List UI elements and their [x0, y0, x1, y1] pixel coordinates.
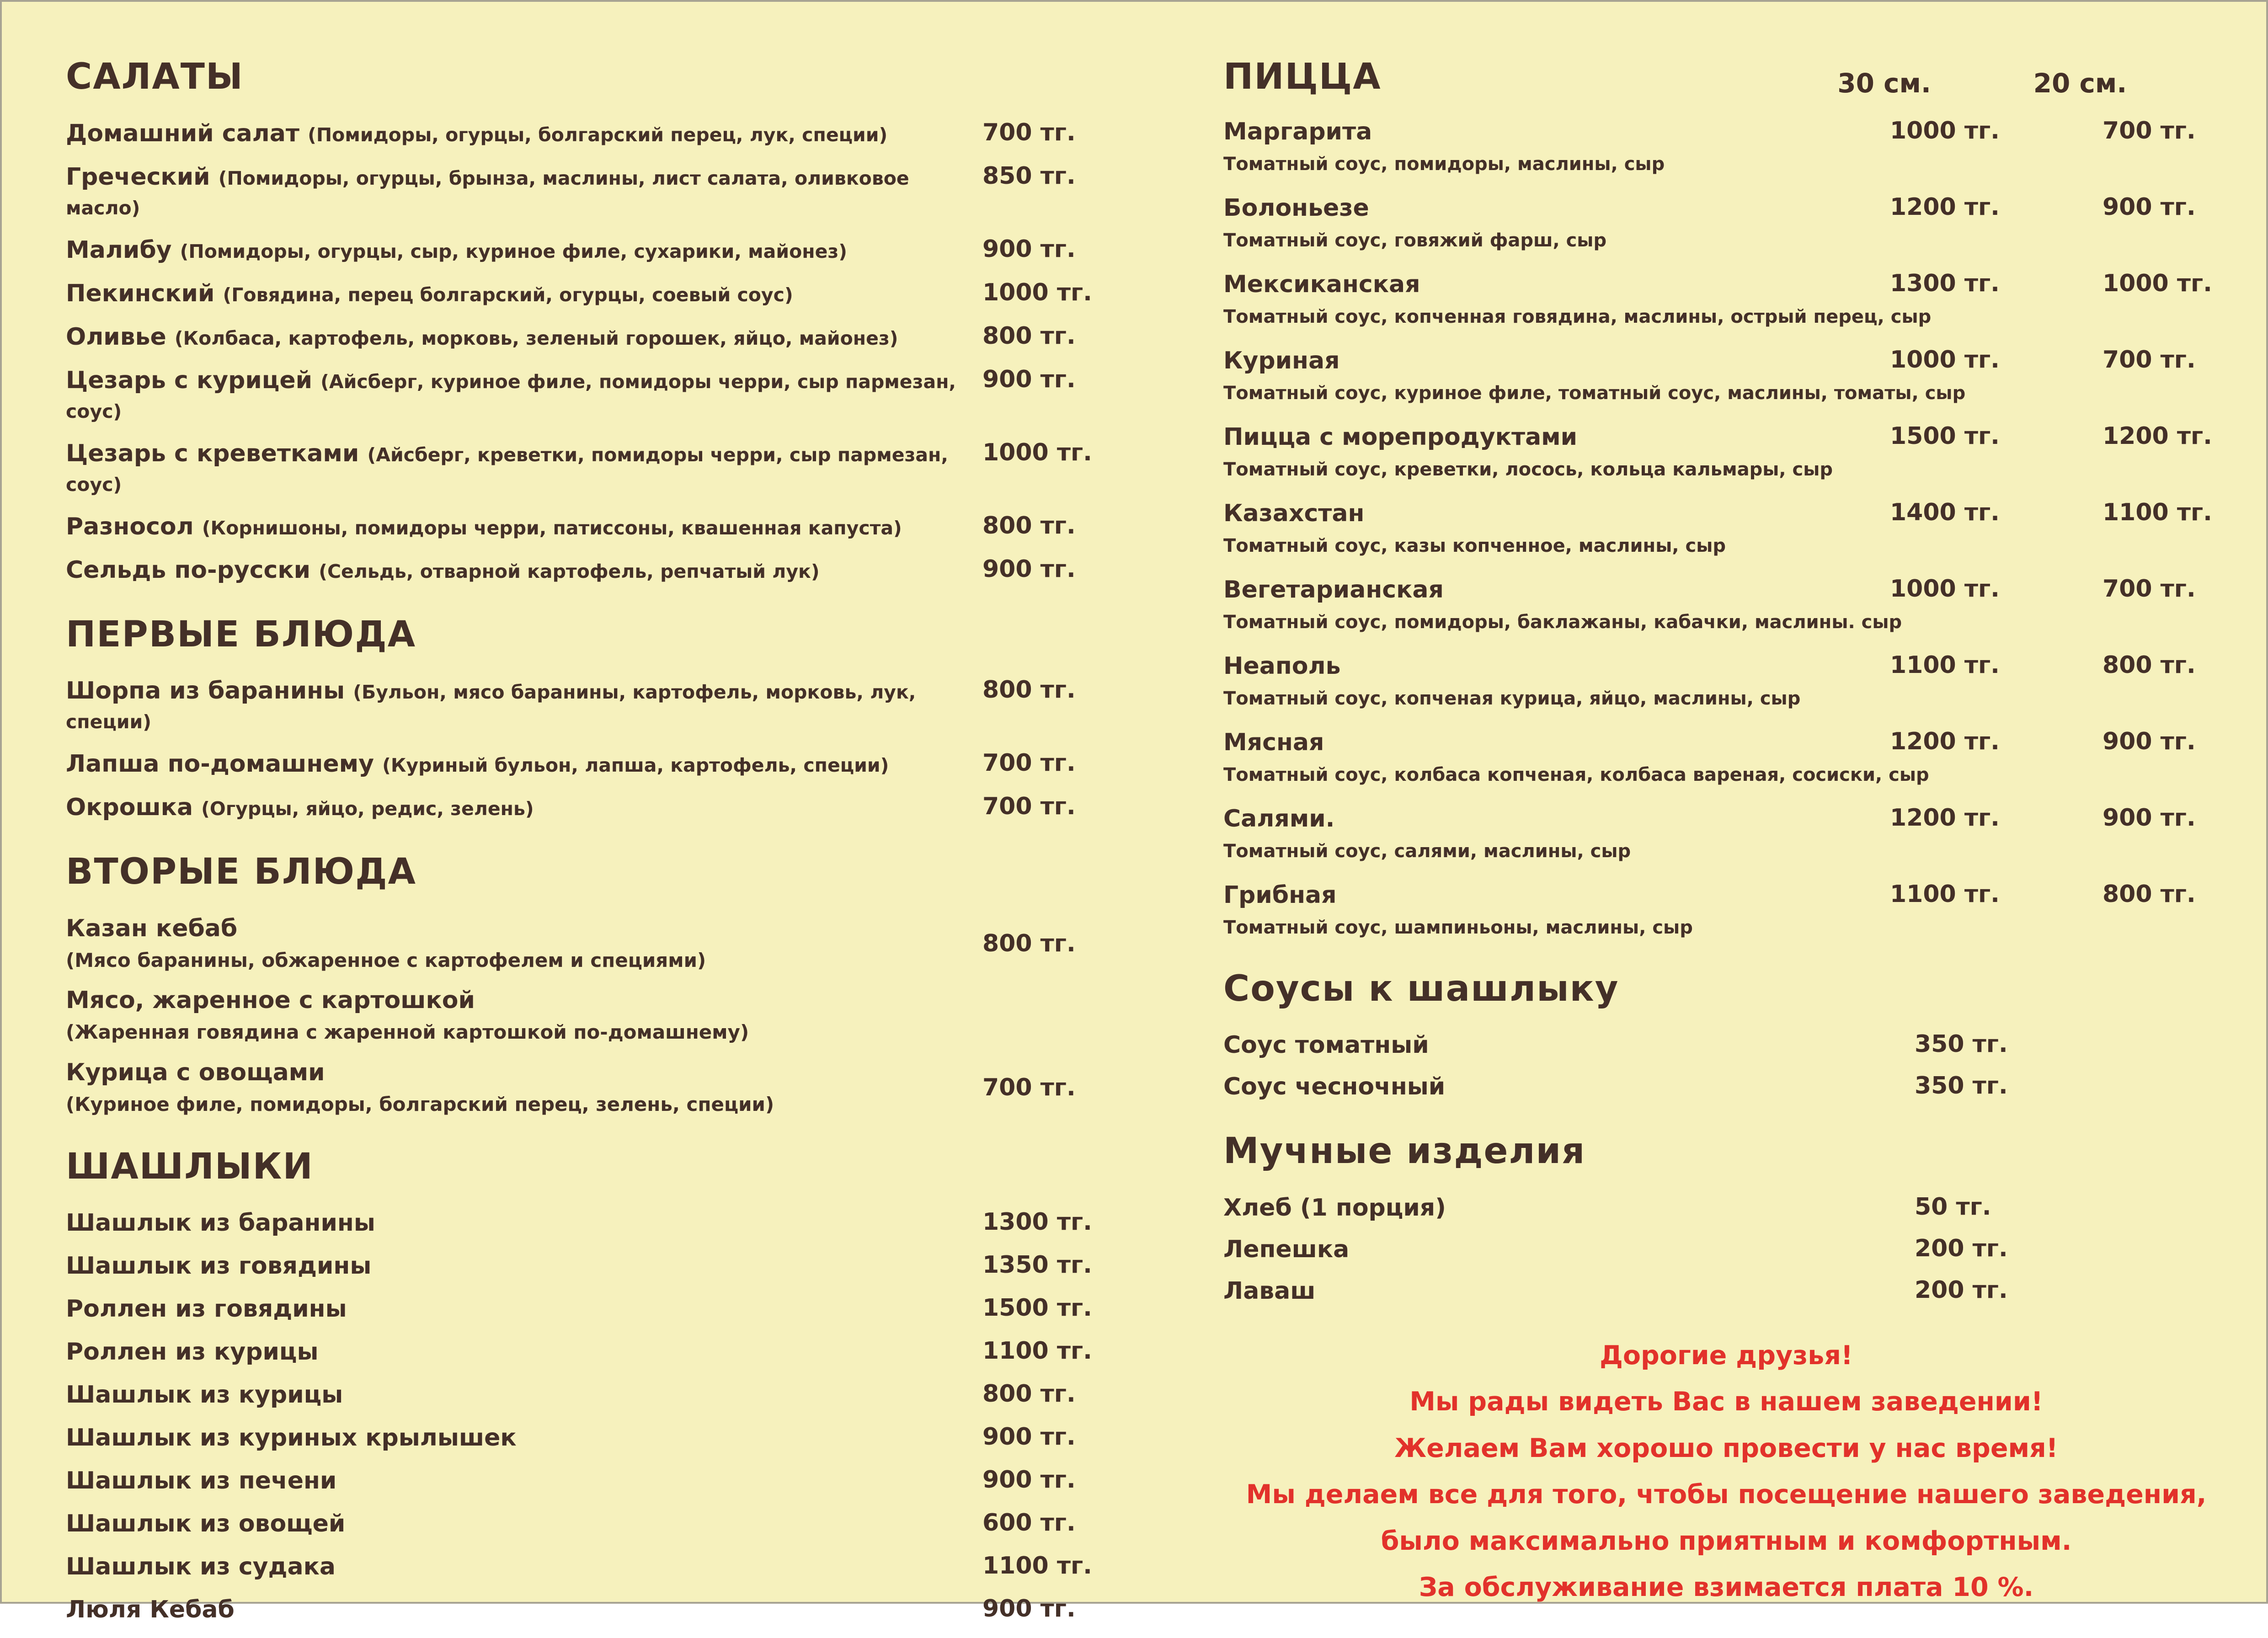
pizza-list	[1223, 117, 2229, 939]
item-text	[66, 676, 982, 736]
item-description: Томатный соус, копченая курица, яйцо, маслины, сыр	[1223, 688, 1801, 709]
item-price-20cm: 900 тг.	[2103, 193, 2196, 221]
item-name: Куриная	[1223, 347, 1340, 374]
item-name: Мексиканская	[1223, 270, 1420, 298]
section-title-second-courses: ВТОРЫЕ БЛЮДА	[66, 851, 417, 893]
sauces-section	[1223, 968, 2229, 1102]
item-name: Грибная	[1223, 881, 1337, 909]
item-price: 900 тг.	[982, 235, 1076, 263]
item-name: Курица с овощами	[66, 1058, 325, 1086]
menu-item-row	[66, 1337, 1117, 1367]
menu-item-row	[1223, 1276, 2229, 1306]
menu-item-row	[66, 1595, 1117, 1625]
item-description: (Помидоры, огурцы, брынза, маслины, лист салата, оливковое масло)	[66, 167, 909, 219]
menu-item-row	[66, 279, 1117, 309]
right-column	[1223, 56, 2229, 1611]
item-description: Томатный соус, шампиньоны, маслины, сыр	[1223, 917, 1693, 938]
item-price-30cm: 1100 тг.	[1890, 880, 2000, 908]
item-name: Шашлык из куриных крылышек	[66, 1424, 517, 1452]
item-description: (Помидоры, огурцы, болгарский перец, лук, специи)	[308, 123, 888, 146]
item-price: 700 тг.	[982, 749, 1076, 777]
flour-list	[1223, 1193, 2229, 1306]
second-courses-list	[66, 914, 1117, 1117]
item-name: Цезарь с креветками	[66, 439, 359, 467]
item-text	[66, 119, 982, 149]
item-description: (Помидоры, огурцы, сыр, куриное филе, сухарики, майонез)	[180, 240, 847, 262]
item-price-30cm: 1500 тг.	[1890, 422, 2000, 450]
item-price: 600 тг.	[982, 1509, 1076, 1537]
item-price: 350 тг.	[1915, 1072, 2008, 1100]
note-line: было максимально приятным и комфортным.	[1381, 1526, 2072, 1556]
item-name: Маргарита	[1223, 117, 1372, 145]
salads-section	[66, 56, 1117, 585]
item-description: Томатный соус, креветки, лосось, кольца кальмары, сыр	[1223, 459, 1833, 480]
item-name: Пицца с морепродуктами	[1223, 423, 1578, 451]
menu-item-row	[66, 1251, 1117, 1281]
item-name: Вегетарианская	[1223, 576, 1444, 603]
menu-item-row	[66, 1509, 1117, 1539]
pizza-item	[1223, 651, 2229, 710]
item-description: (Колбаса, картофель, морковь, зеленый горошек, яйцо, майонез)	[174, 327, 898, 349]
section-title-sauces: Соусы к шашлыку	[1223, 968, 1619, 1009]
item-name: Казан кебаб	[66, 914, 238, 942]
item-text	[66, 793, 982, 822]
item-name: Лапша по-домашнему	[66, 750, 374, 778]
note-line: Мы рады видеть Вас в нашем заведении!	[1409, 1387, 2043, 1417]
menu-item-block	[66, 1058, 1117, 1117]
item-description: Томатный соус, салями, маслины, сыр	[1223, 840, 1631, 862]
item-price: 800 тг.	[982, 1380, 1076, 1408]
menu-item-row	[66, 1423, 1117, 1453]
item-price: 50 тг.	[1915, 1193, 1991, 1221]
item-name: Домашний салат	[66, 119, 299, 147]
item-name: Мясная	[1223, 728, 1324, 756]
item-description: Томатный соус, куриное филе, томатный соус, маслины, томаты, сыр	[1223, 382, 1966, 404]
pizza-item	[1223, 804, 2229, 863]
item-price: 700 тг.	[982, 793, 1076, 821]
item-name: Казахстан	[1223, 499, 1365, 527]
item-price-20cm: 900 тг.	[2103, 727, 2196, 755]
item-text	[66, 439, 982, 498]
menu-item-row	[66, 1208, 1117, 1238]
menu-item-row	[66, 512, 1117, 542]
item-price-20cm: 900 тг.	[2103, 804, 2196, 832]
item-price: 1500 тг.	[982, 1294, 1092, 1322]
item-name: Лепешка	[1223, 1235, 1350, 1263]
item-description: (Бульон, мясо баранины, картофель, морковь, лук, специи)	[66, 681, 916, 733]
menu-item-row	[66, 322, 1117, 352]
item-name: Соус чесночный	[1223, 1073, 1446, 1101]
item-price-20cm: 700 тг.	[2103, 346, 2196, 373]
first-courses-section	[66, 614, 1117, 823]
pizza-item	[1223, 270, 2229, 329]
item-price: 900 тг.	[982, 365, 1076, 393]
item-name: Неаполь	[1223, 652, 1341, 680]
menu-item-row	[66, 793, 1117, 822]
section-title-shashlik: ШАШЛЫКИ	[66, 1146, 314, 1187]
menu-item-row	[66, 1380, 1117, 1410]
menu-item-row	[1223, 1193, 2229, 1223]
pizza-item-top	[1223, 422, 2229, 452]
flour-section	[1223, 1130, 2229, 1306]
salads-list	[66, 119, 1117, 585]
menu-item-row	[66, 235, 1117, 265]
pizza-item	[1223, 193, 2229, 252]
item-price: 350 тг.	[1915, 1030, 2008, 1058]
item-name: Малибу	[66, 236, 172, 264]
item-price: 1000 тг.	[982, 438, 1092, 466]
menu-item-block	[66, 986, 1117, 1045]
item-price: 1300 тг.	[982, 1208, 1092, 1236]
item-text	[66, 749, 982, 779]
item-price: 900 тг.	[982, 1595, 1076, 1623]
item-text	[66, 322, 982, 352]
item-price: 200 тг.	[1915, 1276, 2008, 1304]
item-name: Соус томатный	[1223, 1031, 1429, 1059]
item-name: Болоньезе	[1223, 194, 1369, 222]
pizza-item-top	[1223, 575, 2229, 605]
second-courses-section	[66, 851, 1117, 1117]
item-price: 850 тг.	[982, 162, 1076, 190]
pizza-item-top	[1223, 117, 2229, 147]
item-price: 1000 тг.	[982, 278, 1092, 306]
item-name: Люля Кебаб	[66, 1596, 235, 1624]
item-price: 1100 тг.	[982, 1337, 1092, 1365]
menu-item-row	[66, 1552, 1117, 1582]
item-text	[66, 914, 982, 973]
item-text	[66, 1058, 982, 1117]
menu-item-row	[1223, 1072, 2229, 1102]
item-description: (Мясо баранины, обжаренное с картофелем и специями)	[66, 949, 706, 971]
item-name: Салями.	[1223, 805, 1335, 832]
item-description: Томатный соус, говяжий фарш, сыр	[1223, 229, 1607, 251]
item-name: Шашлык из печени	[66, 1467, 337, 1495]
item-name: Разносол	[66, 512, 194, 540]
item-text	[66, 235, 982, 265]
item-price: 700 тг.	[982, 1073, 1076, 1101]
note-line: Мы делаем все для того, чтобы посещение нашего заведения,	[1246, 1479, 2207, 1510]
item-name: Оливье	[66, 323, 166, 351]
note-line: Желаем Вам хорошо провести у нас время!	[1394, 1433, 2058, 1463]
pizza-header	[1223, 56, 2229, 99]
item-name: Греческий	[66, 163, 210, 191]
section-title-first-courses: ПЕРВЫЕ БЛЮДА	[66, 614, 416, 655]
item-price-30cm: 1000 тг.	[1890, 117, 2000, 144]
left-column	[66, 56, 1117, 1638]
menu-item-row	[1223, 1235, 2229, 1265]
item-name: Пекинский	[66, 279, 215, 307]
item-name: Шашлык из овощей	[66, 1510, 346, 1538]
pizza-item	[1223, 346, 2229, 405]
item-name: Лаваш	[1223, 1277, 1316, 1305]
item-description: (Корнишоны, помидоры черри, патиссоны, квашенная капуста)	[202, 517, 902, 539]
pizza-item-top	[1223, 193, 2229, 223]
item-price-30cm: 1200 тг.	[1890, 193, 2000, 221]
item-name: Роллен из курицы	[66, 1338, 319, 1366]
item-description: (Куриное филе, помидоры, болгарский перец, зелень, специи)	[66, 1093, 774, 1115]
item-name: Роллен из говядины	[66, 1295, 347, 1323]
item-text	[66, 986, 982, 1045]
note-line: За обслуживание взимается плата 10 %.	[1419, 1572, 2034, 1603]
item-price: 800 тг.	[982, 929, 1076, 957]
pizza-item	[1223, 880, 2229, 939]
guest-note	[1223, 1333, 2229, 1611]
item-price: 700 тг.	[982, 118, 1076, 146]
item-price: 900 тг.	[982, 1466, 1076, 1494]
item-price-20cm: 1000 тг.	[2103, 269, 2212, 297]
item-price-30cm: 1000 тг.	[1890, 346, 2000, 373]
item-name: Шашлык из баранины	[66, 1209, 375, 1237]
pizza-item	[1223, 728, 2229, 787]
menu-item-row	[1223, 1030, 2229, 1060]
item-price-20cm: 800 тг.	[2103, 880, 2196, 908]
item-description: (Куриный бульон, лапша, картофель, специи)	[382, 754, 889, 777]
item-description: Томатный соус, колбаса копченая, колбаса вареная, сосиски, сыр	[1223, 764, 1929, 785]
item-price-20cm: 800 тг.	[2103, 651, 2196, 679]
item-name: Шорпа из баранины	[66, 677, 345, 705]
item-name: Шашлык из курицы	[66, 1381, 343, 1409]
menu-item-row	[66, 366, 1117, 425]
item-text	[66, 512, 982, 542]
item-name: Цезарь с курицей	[66, 366, 313, 394]
item-price: 800 тг.	[982, 322, 1076, 350]
pizza-item	[1223, 575, 2229, 634]
pizza-size-header-30cm: 30 см.	[1837, 67, 1931, 99]
item-name: Окрошка	[66, 794, 193, 822]
pizza-item-top	[1223, 651, 2229, 681]
item-price-30cm: 1400 тг.	[1890, 498, 2000, 526]
shashlik-list	[66, 1208, 1117, 1625]
pizza-item	[1223, 117, 2229, 176]
item-description: Томатный соус, копченная говядина, маслины, острый перец, сыр	[1223, 306, 1932, 327]
sauces-list	[1223, 1030, 2229, 1102]
item-price-30cm: 1100 тг.	[1890, 651, 2000, 679]
item-price-30cm: 1200 тг.	[1890, 727, 2000, 755]
menu-item-row	[66, 1294, 1117, 1324]
item-price-20cm: 1200 тг.	[2103, 422, 2212, 450]
pizza-item-top	[1223, 270, 2229, 299]
item-price-30cm: 1200 тг.	[1890, 804, 2000, 832]
pizza-item	[1223, 422, 2229, 481]
item-description: Томатный соус, помидоры, баклажаны, кабачки, маслины. сыр	[1223, 611, 1902, 633]
menu-item-row	[66, 555, 1117, 585]
item-price: 1100 тг.	[982, 1552, 1092, 1580]
item-text	[66, 279, 982, 309]
pizza-section	[1223, 56, 2229, 939]
item-name: Хлеб (1 порция)	[1223, 1194, 1446, 1222]
item-price: 900 тг.	[982, 1423, 1076, 1451]
menu-item-row	[66, 1466, 1117, 1496]
item-description: (Айсберг, креветки, помидоры черри, сыр пармезан, соус)	[66, 443, 948, 496]
item-price: 800 тг.	[982, 676, 1076, 704]
pizza-item-top	[1223, 880, 2229, 910]
item-price-20cm: 700 тг.	[2103, 117, 2196, 144]
item-price: 200 тг.	[1915, 1234, 2008, 1262]
shashlik-section	[66, 1146, 1117, 1625]
item-description: Томатный соус, казы копченное, маслины, сыр	[1223, 535, 1726, 556]
item-description: (Говядина, перец болгарский, огурцы, соевый соус)	[223, 283, 793, 306]
item-price-30cm: 1000 тг.	[1890, 575, 2000, 603]
section-title-pizza: ПИЦЦА	[1223, 56, 1382, 97]
pizza-item-top	[1223, 499, 2229, 528]
item-text	[66, 162, 982, 222]
item-description: (Огурцы, яйцо, редис, зелень)	[201, 798, 534, 820]
menu-item-row	[66, 162, 1117, 222]
item-name: Шашлык из судака	[66, 1553, 336, 1581]
item-price: 800 тг.	[982, 512, 1076, 539]
item-price-30cm: 1300 тг.	[1890, 269, 2000, 297]
menu-item-row	[66, 676, 1117, 736]
menu-item-row	[66, 749, 1117, 779]
item-description: (Жаренная говядина с жаренной картошкой по-домашнему)	[66, 1021, 749, 1044]
item-text	[66, 366, 982, 425]
item-name: Шашлык из говядины	[66, 1252, 372, 1280]
pizza-item-top	[1223, 804, 2229, 834]
item-description: (Сельдь, отварной картофель, репчатый лук)	[319, 560, 820, 582]
section-title-flour: Мучные изделия	[1223, 1131, 1586, 1172]
pizza-item	[1223, 499, 2229, 558]
section-title-salads: САЛАТЫ	[66, 56, 244, 97]
pizza-item-top	[1223, 728, 2229, 758]
item-text	[66, 555, 982, 585]
item-price-20cm: 1100 тг.	[2103, 498, 2212, 526]
item-price-20cm: 700 тг.	[2103, 575, 2196, 603]
item-price: 900 тг.	[982, 555, 1076, 583]
note-line: Дорогие друзья!	[1600, 1340, 1853, 1371]
item-name: Сельдь по-русски	[66, 556, 311, 584]
menu-item-row	[66, 439, 1117, 498]
first-courses-list	[66, 676, 1117, 822]
pizza-size-header-20cm: 20 см.	[2033, 67, 2127, 99]
item-description: (Айсберг, куриное филе, помидоры черри, сыр пармезан, соус)	[66, 370, 956, 422]
pizza-item-top	[1223, 346, 2229, 376]
item-price: 1350 тг.	[982, 1251, 1092, 1279]
menu-item-block	[66, 914, 1117, 973]
menu-item-row	[66, 119, 1117, 149]
item-description: Томатный соус, помидоры, маслины, сыр	[1223, 153, 1665, 175]
item-name: Мясо, жаренное с картошкой	[66, 987, 475, 1014]
